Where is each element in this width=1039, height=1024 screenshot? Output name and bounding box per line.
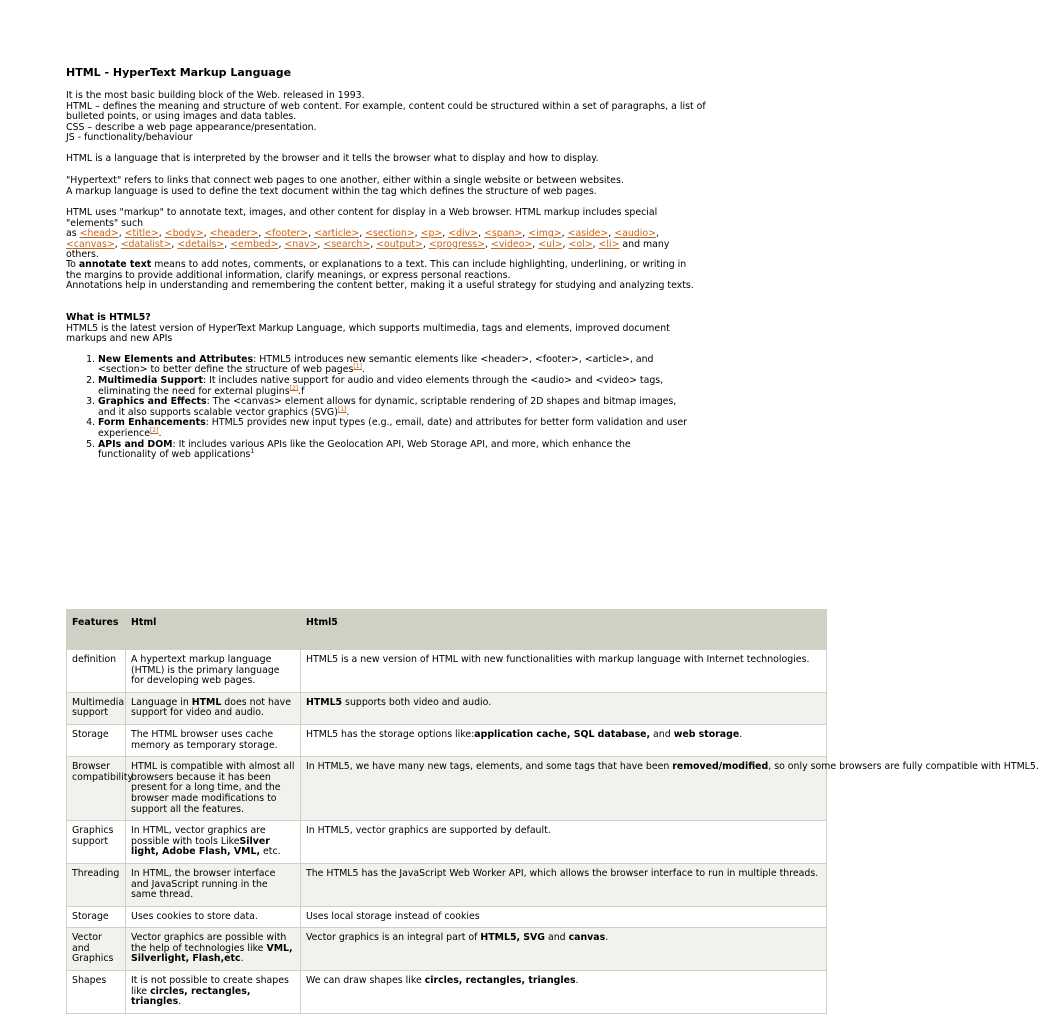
table-row — [67, 821, 827, 864]
hypertext-paragraph — [66, 176, 706, 197]
feature-name: Multimedia Support — [98, 374, 203, 386]
feature-cell: Vector and Graphics — [67, 928, 126, 971]
table-row — [67, 692, 827, 724]
markup-line: HTML uses "markup" to annotate text, images, and other content for display in a Web browser. HTML markup includes special "elements" such — [66, 207, 658, 229]
cell-text: , so only some browsers are fully compatible with HTML5. — [768, 761, 1039, 773]
feature-name: New Elements and Attributes — [98, 353, 254, 365]
feature-cell: Graphics support — [67, 821, 126, 864]
tag-link[interactable]: <nav> — [284, 238, 318, 250]
feature-cell: Storage — [67, 724, 126, 756]
tag-link[interactable]: <footer> — [264, 228, 309, 240]
html5-cell — [301, 971, 827, 1014]
cell-text: The HTML browser uses cache memory as temporary storage. — [131, 728, 278, 751]
html-cell — [126, 692, 301, 724]
tag-link[interactable]: <div> — [448, 228, 479, 240]
tag-link[interactable]: <img> — [528, 228, 562, 240]
header-html: Html — [126, 610, 301, 650]
tag-link[interactable]: <canvas> — [66, 238, 115, 250]
tag-link[interactable]: <li> — [598, 238, 620, 250]
citation-link[interactable]: [2] — [289, 384, 299, 392]
table-row — [67, 650, 827, 693]
feature-description: : The <canvas> element allows for dynamic, scriptable rendering of 2D shapes and bitmap images, and it also supports scalable vector graphics (SVG) — [98, 396, 677, 418]
feature-cell: definition — [67, 650, 126, 693]
feature-name: APIs and DOM — [98, 438, 173, 450]
page-title: HTML - HyperText Markup Language — [66, 66, 292, 79]
tag-link[interactable]: <embed> — [230, 238, 279, 250]
interpreted-paragraph — [66, 154, 706, 165]
cell-text: etc. — [260, 846, 281, 858]
html5-feature-item — [98, 355, 690, 376]
html5-section — [66, 313, 702, 461]
cell-text: Language in — [131, 696, 192, 708]
html-cell — [126, 928, 301, 971]
intro-line: JS - functionality/behaviour — [66, 132, 193, 144]
feature-description: : HTML5 introduces new semantic elements like <header>, <footer>, <article>, and <section> to better define the structure of web pages — [98, 353, 654, 376]
feature-cell: Shapes — [67, 971, 126, 1014]
feature-description: : HTML5 provides new input types (e.g., email, date) and attributes for better form validation and user experience — [98, 417, 688, 439]
table-row — [67, 928, 827, 971]
table-row — [67, 906, 827, 928]
cell-text: It is not possible to create shapes like — [131, 975, 289, 997]
feature-name: Graphics and Effects — [98, 396, 207, 408]
intro-line: HTML – defines the meaning and structure of web content. For example, content could be structured within a set of paragraphs, a list of bulleted points, or using images and data tables. — [66, 100, 706, 123]
table-body — [67, 650, 1039, 1014]
cell-text: Uses local storage instead of cookies — [306, 910, 480, 922]
cell-text: HTML5 is a new version of HTML with new functionalities with markup language with Internet technologies. — [306, 654, 810, 665]
tag-link[interactable]: <audio> — [614, 228, 656, 240]
tag-link[interactable]: <ol> — [568, 238, 593, 250]
cell-text: In HTML5, vector graphics are supported by default. — [306, 825, 551, 837]
cell-text: and — [650, 728, 674, 740]
html5-description: HTML5 is the latest version of HyperText Markup Language, which supports multimedia, tags and elements, improved document markups and new APIs — [66, 322, 670, 345]
table-row — [67, 724, 827, 756]
cell-text: . — [178, 996, 182, 1008]
hypertext-line: A markup language is used to define the text document within the tag which defines the structure of web pages. — [66, 185, 597, 197]
interpreted-text: HTML is a language that is interpreted by the browser and it tells the browser what to display and how to display. — [66, 153, 599, 164]
intro-line: It is the most basic building block of the Web. released in 1993. — [66, 90, 365, 101]
cell-bold-text: VML, Silverlight, Flash,etc — [131, 942, 293, 965]
citation-link: 1 — [250, 448, 255, 455]
tag-link[interactable]: <output> — [376, 238, 423, 250]
html5-heading: What is HTML5? — [66, 312, 151, 323]
html5-cell — [301, 650, 827, 693]
cell-text: In HTML, the browser interface and JavaScript running in the same thread. — [131, 867, 276, 901]
html-cell — [126, 650, 301, 693]
cell-text: . — [605, 932, 609, 944]
html5-cell — [301, 906, 827, 928]
cell-text: The HTML5 has the JavaScript Web Worker API, which allows the browser interface to run in multiple threads. — [306, 867, 819, 879]
cell-text: supports both video and audio. — [342, 696, 492, 708]
table-row — [67, 863, 827, 906]
annotate-prefix: To — [66, 259, 79, 270]
markup-paragraph — [66, 208, 698, 261]
feature-trailing: . — [158, 427, 162, 439]
tag-link[interactable]: <head> — [79, 228, 119, 240]
cell-bold-text: HTML5, SVG — [480, 932, 546, 944]
annotate-line — [66, 260, 698, 281]
annotate-bold: annotate text — [78, 259, 152, 270]
html-cell — [126, 863, 301, 906]
tag-link[interactable]: <video> — [490, 238, 533, 250]
header-features: Features — [67, 610, 126, 650]
tag-link[interactable]: <article> — [314, 228, 360, 240]
cell-bold-text: HTML — [191, 696, 222, 708]
feature-description: : It includes various APIs like the Geolocation API, Web Storage API, and more, which enhance the functionality of web applications — [98, 438, 631, 461]
cell-bold-text: canvas — [568, 932, 606, 944]
cell-text: In HTML, vector graphics are possible with tools Like — [131, 825, 266, 847]
intro-block — [66, 91, 706, 144]
cell-text: A hypertext markup language (HTML) is the primary language for developing web pages. — [131, 654, 280, 687]
tag-link[interactable]: <p> — [420, 228, 443, 240]
feature-description: : It includes native support for audio and video elements through the <audio> and <video> tags, eliminating the need for external plugins — [98, 374, 664, 397]
tag-link[interactable]: <section> — [365, 228, 415, 240]
comparison-table — [66, 609, 1039, 1014]
tag-link[interactable]: <search> — [323, 238, 371, 250]
table-header-row — [67, 610, 827, 650]
html5-feature-item — [98, 397, 690, 418]
cell-bold-text: application cache, SQL database, — [474, 728, 651, 740]
cell-text: HTML5 has the storage options like: — [306, 728, 475, 740]
cell-text: . — [739, 728, 743, 740]
tag-link[interactable]: <body> — [164, 228, 204, 240]
cell-text: Vector graphics are possible with the help of technologies like — [131, 932, 287, 954]
cell-text: and — [545, 932, 569, 944]
html-cell — [126, 724, 301, 756]
tag-link[interactable]: <datalist> — [120, 238, 172, 250]
html5-cell — [301, 928, 827, 971]
markup-tag-list: <head>, <title>, <body>, <header>, <footer>, <article>, <section>, <p>, <div>, <span>, <img>, <aside>, <audio>, <canvas>, <datalist>, <details>, <embed>, <nav>, <search>, <output>, <progress>, <video>, <ul>, <ol>, <li> — [66, 228, 659, 250]
html5-cell — [301, 821, 827, 864]
cell-text: We can draw shapes like — [306, 975, 425, 987]
markup-tags-line — [66, 229, 698, 261]
html5-feature-item — [98, 418, 690, 439]
cell-text: does not have support for video and audio. — [131, 696, 291, 719]
html5-cell — [301, 863, 827, 906]
annotate-line2: Annotations help in understanding and remembering the content better, making it a useful strategy for studying and analyzing texts. — [66, 280, 694, 292]
citation-link[interactable]: [1] — [337, 405, 347, 413]
tag-link[interactable]: <header> — [209, 228, 259, 240]
tag-link[interactable]: <aside> — [567, 228, 609, 240]
header-html5: Html5 — [301, 610, 827, 650]
intro-line: CSS – describe a web page appearance/presentation. — [66, 121, 317, 133]
html-cell — [126, 971, 301, 1014]
tag-link[interactable]: <details> — [177, 238, 225, 250]
feature-trailing: . — [361, 364, 365, 376]
cell-text: . — [575, 975, 579, 987]
cell-bold-text: web storage — [673, 728, 740, 740]
cell-bold-text: removed/modified — [672, 761, 769, 773]
html-cell — [126, 821, 301, 864]
cell-bold-text: circles, rectangles, triangles — [424, 975, 576, 987]
html-cell — [126, 906, 301, 928]
feature-cell: Storage — [67, 906, 126, 928]
html5-feature-item — [98, 376, 690, 397]
feature-trailing: .f — [298, 385, 305, 397]
hypertext-line: "Hypertext" refers to links that connect web pages to one another, either within a single website or between websites. — [66, 175, 624, 186]
html5-cell — [301, 757, 1039, 821]
markup-ending: and many others. — [66, 238, 670, 261]
cell-text: HTML is compatible with almost all browsers because it has been present for a long time, and the browser made modifications to support all the features. — [131, 761, 295, 815]
feature-cell: Browser compatibility — [67, 757, 126, 821]
feature-name: Form Enhancements — [98, 417, 206, 429]
annotate-rest: means to add notes, comments, or explanations to a text. This can include highlighting, underlining, or writing in the margins to provide additional information, clarify meanings, or express personal reactions. — [66, 259, 687, 281]
citation-link[interactable]: [1] — [353, 363, 362, 371]
feature-cell: Threading — [67, 863, 126, 906]
markup-as: as — [66, 228, 80, 240]
html-cell — [126, 757, 301, 821]
feature-cell: Multimedia support — [67, 692, 126, 724]
annotate-paragraph — [66, 260, 698, 292]
tag-link[interactable]: <ul> — [538, 238, 563, 250]
cell-bold-text: HTML5 — [306, 696, 343, 708]
table-row — [67, 971, 827, 1014]
tag-link[interactable]: <title> — [124, 228, 159, 240]
html5-feature-list — [66, 355, 690, 461]
cell-bold-text: Silver light, Adobe Flash, VML, — [131, 835, 270, 858]
html5-cell — [301, 724, 827, 756]
tag-link[interactable]: <progress> — [428, 238, 485, 250]
cell-bold-text: circles, rectangles, triangles — [131, 985, 251, 1008]
cell-text: In HTML5, we have many new tags, elements, and some tags that have been — [306, 761, 673, 773]
table-row — [67, 757, 827, 821]
cell-text: Vector graphics is an integral part of — [306, 932, 481, 944]
cell-text: . — [240, 953, 244, 965]
citation-link[interactable]: [2] — [149, 426, 159, 434]
cell-text: Uses cookies to store data. — [131, 910, 258, 922]
html5-cell — [301, 692, 827, 724]
html5-feature-item — [98, 440, 690, 461]
tag-link[interactable]: <span> — [484, 228, 523, 240]
feature-trailing: . — [346, 406, 350, 418]
